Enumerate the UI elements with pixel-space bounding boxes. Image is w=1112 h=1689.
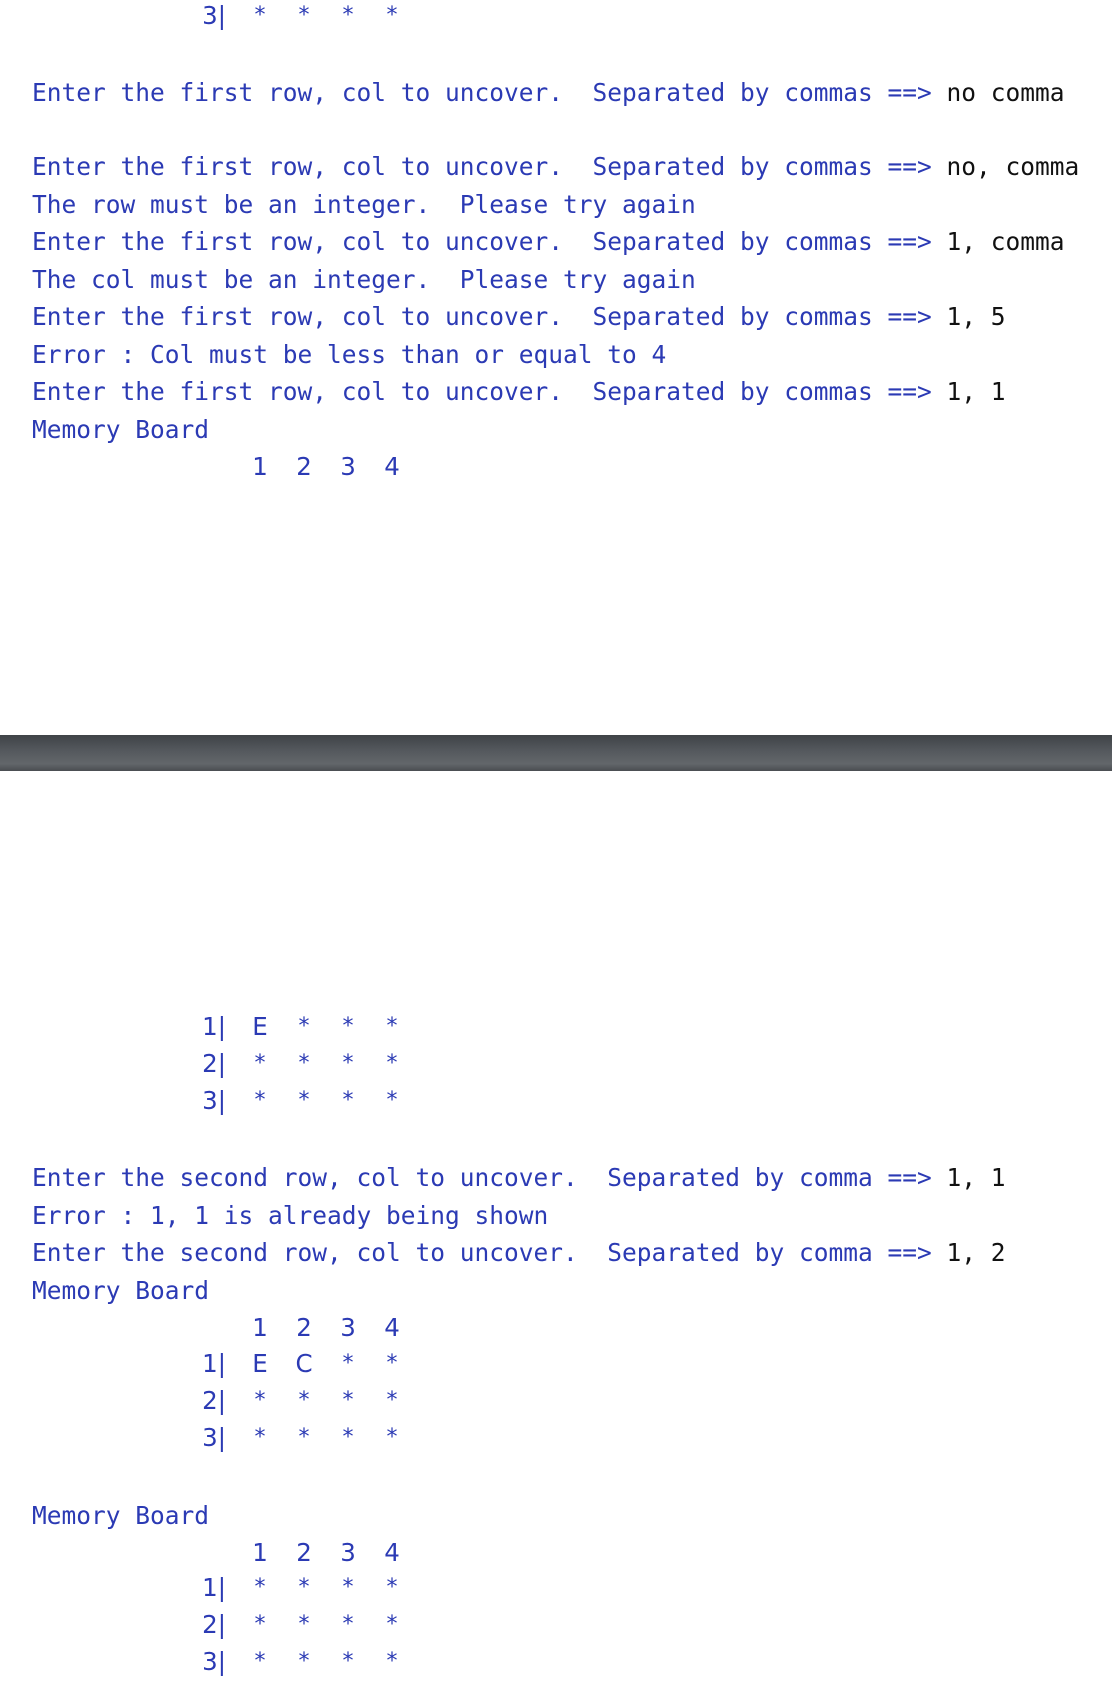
screenshot-separator-bar xyxy=(0,735,1112,771)
user-input: no comma xyxy=(946,78,1065,107)
prompt-text: Enter the second row, col to uncover. Separated by comma ==> xyxy=(32,1238,947,1267)
user-input: 1, comma xyxy=(946,227,1065,256)
prompt-text: Enter the first row, col to uncover. Separated by commas ==> xyxy=(32,227,947,256)
board-col-header: 1 xyxy=(252,1313,268,1342)
board-cell: * xyxy=(297,1388,311,1413)
board-col-header: 4 xyxy=(384,1538,400,1567)
prompt-text: Enter the first row, col to uncover. Separated by commas ==> xyxy=(32,302,947,331)
error-message: Error : 1, 1 is already being shown xyxy=(32,1201,549,1230)
board-cell: * xyxy=(385,1088,399,1113)
user-input: 1, 2 xyxy=(946,1238,1006,1267)
prompt-text: Enter the first row, col to uncover. Separated by commas ==> xyxy=(32,152,947,181)
prompt-text: Enter the second row, col to uncover. Separated by comma ==> xyxy=(32,1163,947,1192)
board-row-label: 3| xyxy=(202,1,226,30)
memory-board-title: Memory Board xyxy=(32,415,210,444)
board-cell: E xyxy=(252,1349,268,1378)
board-row-label: 1| xyxy=(202,1573,226,1602)
board-cell: * xyxy=(297,1575,311,1600)
board-cell: * xyxy=(385,1612,399,1637)
board-row-label: 2| xyxy=(202,1610,226,1639)
board-cell: * xyxy=(297,1051,311,1076)
user-input: 1, 1 xyxy=(946,1163,1006,1192)
board-cell: * xyxy=(253,1575,267,1600)
console-output-bottom xyxy=(0,771,1112,1689)
board-cell: * xyxy=(385,1425,399,1450)
board-cell: * xyxy=(297,1649,311,1674)
memory-board-title: Memory Board xyxy=(32,1501,210,1530)
board-col-header: 2 xyxy=(296,1313,312,1342)
user-input: 1, 5 xyxy=(946,302,1006,331)
error-message: The col must be an integer. Please try again xyxy=(32,265,696,294)
board-row-label: 3| xyxy=(202,1086,226,1115)
board-cell: * xyxy=(297,1425,311,1450)
board-cell: * xyxy=(253,1388,267,1413)
board-cell: * xyxy=(385,1649,399,1674)
board-col-header: 2 xyxy=(296,452,312,481)
board-cell: * xyxy=(341,1088,355,1113)
board-cell: * xyxy=(253,1425,267,1450)
prompt-text: Enter the first row, col to uncover. Separated by commas ==> xyxy=(32,377,947,406)
board-cell: * xyxy=(341,1649,355,1674)
error-message: The row must be an integer. Please try again xyxy=(32,190,696,219)
prompt-line xyxy=(32,78,1065,108)
board-cell: * xyxy=(253,3,267,28)
board-cell: * xyxy=(297,1088,311,1113)
board-col-header: 2 xyxy=(296,1538,312,1567)
board-cell: * xyxy=(341,1351,355,1376)
prompt-line xyxy=(32,1163,1006,1193)
board-cell: * xyxy=(297,1612,311,1637)
board-col-header: 3 xyxy=(340,1538,356,1567)
prompt-text: Enter the first row, col to uncover. Separated by commas ==> xyxy=(32,78,947,107)
board-cell: * xyxy=(341,1612,355,1637)
user-input: no, comma xyxy=(946,152,1080,181)
board-cell: * xyxy=(341,1425,355,1450)
board-cell: * xyxy=(385,1051,399,1076)
board-row-label: 2| xyxy=(202,1049,226,1078)
board-cell: E xyxy=(252,1012,268,1041)
board-col-header: 4 xyxy=(384,1313,400,1342)
prompt-line xyxy=(32,377,1006,407)
prompt-line xyxy=(32,1238,1006,1268)
board-cell: * xyxy=(253,1612,267,1637)
board-row-label: 1| xyxy=(202,1012,226,1041)
board-cell: * xyxy=(297,1014,311,1039)
board-row-label: 2| xyxy=(202,1386,226,1415)
board-cell: * xyxy=(253,1088,267,1113)
board-col-header: 1 xyxy=(252,1538,268,1567)
prompt-line xyxy=(32,227,1065,257)
board-col-header: 3 xyxy=(340,452,356,481)
board-cell: * xyxy=(341,1014,355,1039)
prompt-line xyxy=(32,152,1079,182)
prompt-line xyxy=(32,302,1006,332)
board-cell: * xyxy=(341,1575,355,1600)
console-output-top xyxy=(0,0,1112,735)
board-col-header: 4 xyxy=(384,452,400,481)
board-cell: * xyxy=(385,1014,399,1039)
board-cell: * xyxy=(341,1388,355,1413)
board-cell: * xyxy=(341,1051,355,1076)
board-cell: * xyxy=(253,1051,267,1076)
board-col-header: 3 xyxy=(340,1313,356,1342)
memory-board-title: Memory Board xyxy=(32,1276,210,1305)
board-cell: C xyxy=(295,1349,313,1378)
board-cell: * xyxy=(253,1649,267,1674)
board-cell: * xyxy=(341,3,355,28)
board-cell: * xyxy=(297,3,311,28)
board-row-label: 1| xyxy=(202,1349,226,1378)
user-input: 1, 1 xyxy=(946,377,1006,406)
board-cell: * xyxy=(385,1575,399,1600)
board-row-label: 3| xyxy=(202,1647,226,1676)
error-message: Error : Col must be less than or equal to 4 xyxy=(32,340,667,369)
board-cell: * xyxy=(385,3,399,28)
board-cell: * xyxy=(385,1388,399,1413)
board-cell: * xyxy=(385,1351,399,1376)
board-row-label: 3| xyxy=(202,1423,226,1452)
board-col-header: 1 xyxy=(252,452,268,481)
